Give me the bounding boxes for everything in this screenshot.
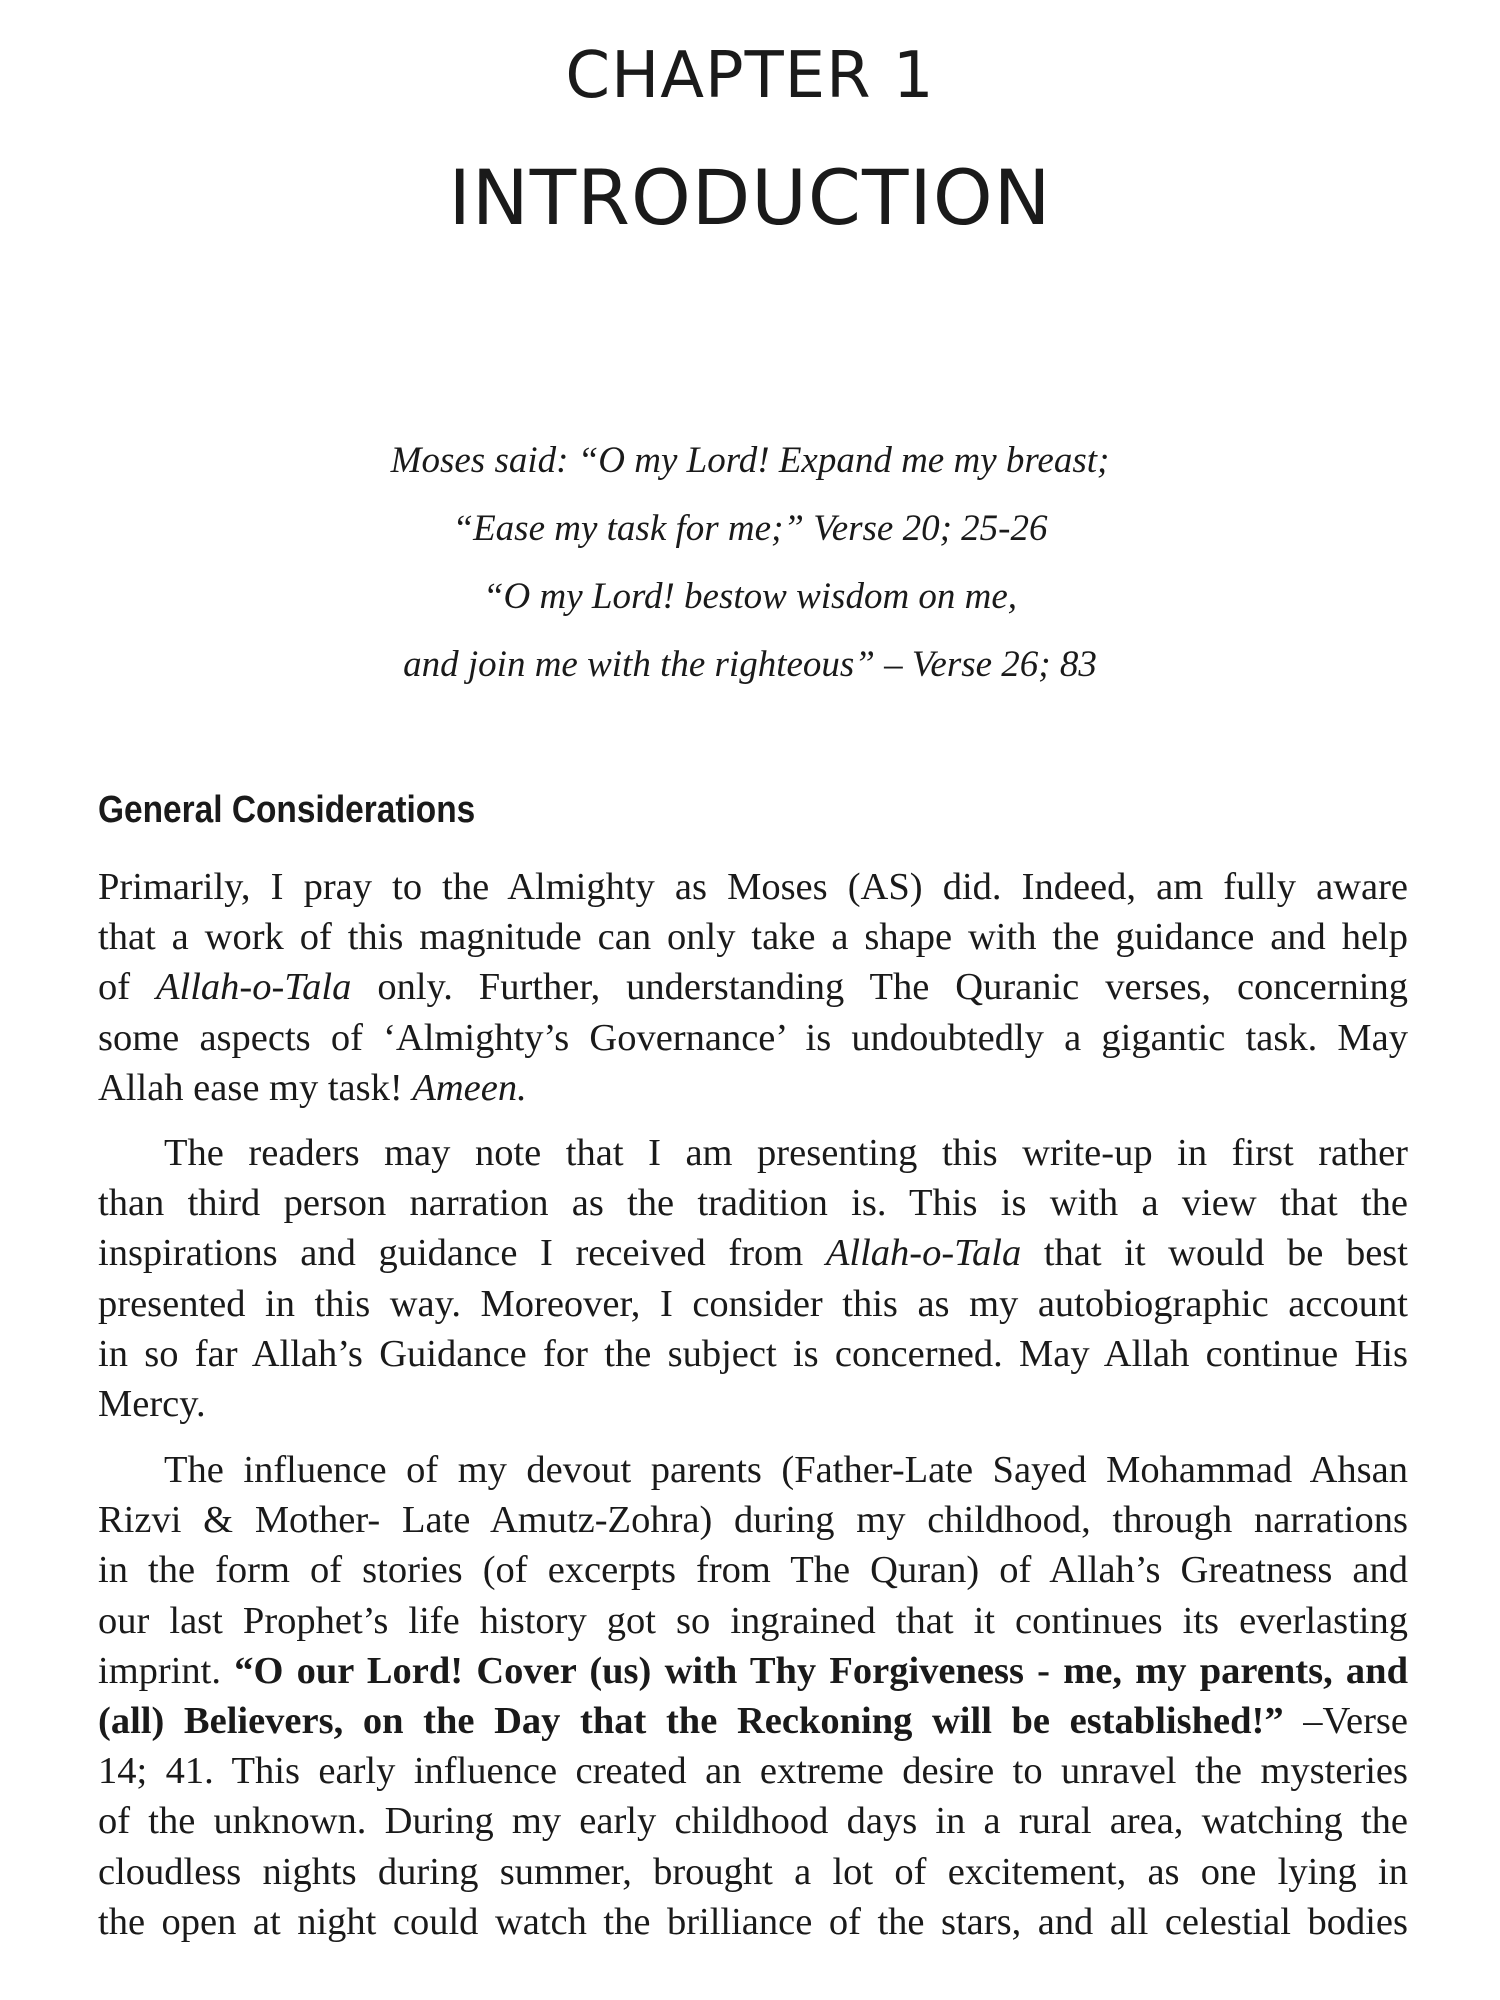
text-run: of [98, 966, 156, 1009]
text-line [98, 1646, 1408, 1696]
text-line: that a work of this magnitude can only take a shape with the guidance and help [98, 916, 1408, 959]
epigraph-line: “Ease my task for me;” Verse 20; 25-26 [452, 508, 1048, 549]
text-run: that it would be best [1021, 1232, 1408, 1275]
italic-term: Allah-o-Tala [156, 966, 352, 1009]
text-line [98, 1228, 1408, 1278]
text-line: The readers may note that I am presenting this write-up in first rather [164, 1132, 1408, 1174]
text-run: only. Further, understanding The Quranic verses, concerning [351, 966, 1408, 1009]
text-line: the open at night could watch the brilliance of the stars, and all celestial bodies [98, 1900, 1408, 1943]
chapter-number: CHAPTER 1 [565, 39, 935, 113]
italic-term: Ameen. [412, 1066, 527, 1109]
epigraph-line: “O my Lord! bestow wisdom on me, [482, 576, 1018, 617]
paragraph-2 [98, 1128, 1408, 1429]
text-line: cloudless nights during summer, brought a lot of excitement, as one lying in [98, 1850, 1408, 1893]
text-run: –Verse [1283, 1700, 1408, 1743]
epigraph [0, 427, 1500, 699]
chapter-title: INTRODUCTION [448, 153, 1052, 242]
text-line: in the form of stories (of excerpts from The Quran) of Allah’s Greatness and [98, 1549, 1408, 1592]
text-line [98, 1696, 1408, 1746]
text-line: of the unknown. During my early childhood days in a rural area, watching the [98, 1800, 1408, 1843]
epigraph-line: and join me with the righteous” – Verse 26; 83 [403, 644, 1097, 685]
text-line [98, 1063, 1408, 1113]
text-line: 14; 41. This early influence created an extreme desire to unravel the mysteries [98, 1750, 1408, 1793]
text-line: some aspects of ‘Almighty’s Governance’ is undoubtedly a gigantic task. May [98, 1016, 1408, 1059]
epigraph-line: Moses said: “O my Lord! Expand me my breast; [390, 440, 1110, 481]
text-line: Primarily, I pray to the Almighty as Moses (AS) did. Indeed, am fully aware [98, 866, 1408, 908]
text-line: than third person narration as the tradition is. This is with a view that the [98, 1182, 1408, 1225]
text-run: imprint. [98, 1649, 235, 1692]
text-line: The influence of my devout parents (Father-Late Sayed Mohammad Ahsan [164, 1449, 1408, 1491]
text-run: Allah ease my task! [98, 1066, 413, 1109]
text-line: presented in this way. Moreover, I consider this as my autobiographic account [98, 1282, 1408, 1325]
italic-term: Allah-o-Tala [825, 1232, 1022, 1275]
text-line: Rizvi & Mother- Late Amutz-Zohra) during my childhood, through narrations [98, 1499, 1408, 1542]
bold-quote: (all) Believers, on the Day that the Reckoning will be established!” [98, 1700, 1284, 1743]
section-heading: General Considerations [98, 789, 476, 831]
paragraph-1 [98, 862, 1408, 1113]
text-line: Mercy. [98, 1383, 206, 1426]
text-line [98, 962, 1408, 1012]
paragraph-3 [98, 1445, 1408, 1947]
text-run: inspirations and guidance I received from [98, 1232, 826, 1275]
bold-quote: “O our Lord! Cover (us) with Thy Forgiveness - me, my parents, and [234, 1649, 1408, 1692]
text-line: in so far Allah’s Guidance for the subject is concerned. May Allah continue His [98, 1332, 1408, 1375]
text-line: our last Prophet’s life history got so ingrained that it continues its everlasting [98, 1599, 1408, 1642]
